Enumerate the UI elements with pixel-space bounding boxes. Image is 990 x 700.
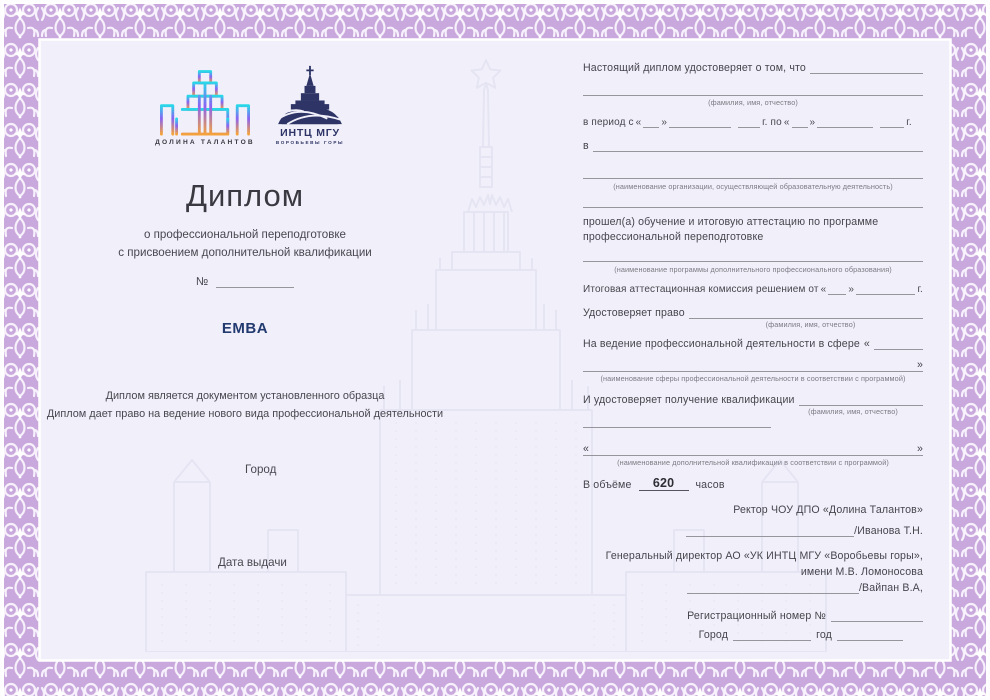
fio-caption: (фамилия, имя, отчество)	[808, 407, 898, 416]
hours-label: часов	[695, 479, 725, 491]
director-title-row	[583, 550, 923, 562]
number-blank-line	[216, 276, 294, 288]
reg-city-label: Город	[698, 629, 729, 641]
blank-line	[810, 62, 923, 74]
diploma-subtitle-1: о профессиональной переподготовке	[143, 228, 346, 241]
quote-close: »	[661, 117, 668, 128]
blank-line	[880, 116, 904, 128]
blank-line	[837, 629, 903, 641]
director-signature-row	[583, 582, 923, 594]
title-block	[40, 178, 450, 423]
passed-line-2: профессиональной переподготовке	[583, 230, 764, 243]
quote-open: «	[820, 284, 827, 295]
rector-title-row	[583, 504, 923, 516]
quote-close: »	[916, 443, 923, 455]
director-title-row-2	[583, 566, 923, 578]
rector-sign-name: /Иванова Т.Н.	[854, 525, 923, 537]
director-title: Генеральный директор АО «УК ИНТЦ МГУ «Воробьевы горы»,	[605, 550, 923, 562]
sphere-caption: (наименование сферы профессиональной деятельности в соответствии с программой)	[600, 374, 906, 383]
commission-label: Итоговая аттестационная комиссия решением от	[583, 284, 819, 295]
blank-line	[738, 116, 760, 128]
blank-line	[689, 307, 923, 319]
note-line-1: Диплом является документом установленного образца	[105, 390, 385, 402]
diploma-number-row	[196, 276, 294, 288]
quote-close: »	[916, 359, 923, 371]
registration-label: Регистрационный номер №	[687, 610, 826, 622]
talent-valley-logo	[146, 64, 264, 146]
commission-row	[583, 283, 923, 295]
blank-line	[669, 116, 731, 128]
blank-line	[874, 338, 923, 350]
qualification-label: И удостоверяет получение квалификации	[583, 394, 795, 406]
blank-line	[733, 629, 811, 641]
blank-line	[643, 116, 659, 128]
blank-line	[831, 610, 923, 622]
quote-open: «	[863, 338, 870, 350]
intc-mgu-name: ИНТЦ МГУ	[280, 127, 340, 139]
diploma-title: Диплом	[185, 178, 305, 213]
blank-line	[856, 283, 915, 295]
full-name-blank-line	[583, 84, 923, 96]
half-blank-line	[583, 419, 771, 428]
talent-valley-caption: ДОЛИНА ТАЛАНТОВ	[155, 139, 255, 146]
quote-close: »	[809, 117, 816, 128]
reg-year-label: год	[816, 629, 832, 641]
note-line-2: Диплом дает право на ведение нового вида профессиональной деятельности	[46, 408, 444, 420]
rector-title: Ректор ЧОУ ДПО «Долина Талантов»	[733, 504, 923, 516]
organization-row	[583, 140, 923, 152]
certifies-right-row	[583, 307, 923, 319]
fio-caption: (фамилия, имя, отчество)	[765, 320, 856, 329]
sphere-label: На ведение профессиональной деятельности в сфере	[583, 338, 860, 350]
blank-line	[583, 251, 923, 262]
rector-signature-row	[583, 525, 923, 537]
volume-row	[583, 477, 923, 491]
signature-blank-line	[686, 525, 854, 537]
quote-open: «	[783, 117, 790, 128]
organization-caption: (наименование организации, осуществляющей образовательную деятельность)	[613, 182, 893, 191]
quoted-blank-row	[583, 441, 923, 456]
intc-mgu-subtitle: ВОРОБЬЕВЫ ГОРЫ	[275, 140, 345, 145]
blank-line	[799, 394, 923, 406]
registration-row	[583, 610, 923, 622]
quote-close: »	[848, 284, 855, 295]
blank-line	[792, 116, 808, 128]
blank-line	[828, 283, 846, 295]
diploma-notes	[40, 387, 450, 423]
certify-label: Настоящий диплом удостоверяет о том, что	[583, 62, 806, 74]
program-caption: (наименование программы дополнительного профессионального образования)	[614, 265, 892, 274]
quote-open: «	[635, 117, 642, 128]
qualification-caption: (наименование дополнительной квалификации в соответствии с программой)	[617, 458, 889, 467]
passed-line-1: прошел(а) обучение и итоговую аттестацию по программе	[583, 216, 879, 228]
director-title-2: имени М.В. Ломоносова	[800, 566, 923, 578]
form-column	[583, 62, 923, 641]
sphere-blank-row	[583, 358, 923, 372]
program-name: EMBA	[221, 320, 269, 337]
period-from-label: в период с	[583, 117, 634, 128]
intc-mgu-logo	[262, 64, 358, 145]
volume-label: В объёме	[583, 479, 632, 491]
blank-line	[817, 116, 873, 128]
diploma-subtitle-2: с присвоением дополнительной квалификации	[118, 246, 372, 259]
certify-row	[583, 62, 923, 74]
fio-caption: (фамилия, имя, отчество)	[708, 98, 798, 107]
director-sign-name: /Вайпан В.А,	[858, 582, 923, 594]
talent-valley-logo-icon	[146, 64, 264, 136]
sphere-row	[583, 338, 923, 350]
passed-paragraph	[583, 215, 923, 244]
intc-mgu-logo-icon	[265, 64, 355, 126]
quote-open: «	[583, 443, 590, 455]
blank-line	[583, 199, 923, 208]
issue-date-label: Дата выдачи	[218, 556, 287, 569]
certifies-right-label: Удостоверяет право	[583, 307, 685, 319]
blank-line	[583, 167, 923, 179]
year-label: г.	[917, 284, 923, 295]
volume-value: 620	[639, 477, 689, 491]
qualification-row	[583, 394, 923, 406]
year-po-label: г. по	[762, 117, 782, 128]
number-label: №	[195, 276, 209, 288]
city-year-row	[583, 629, 903, 641]
city-label: Город	[245, 463, 277, 476]
in-label: в	[583, 140, 589, 152]
period-row	[583, 116, 923, 128]
signature-blank-line	[687, 582, 859, 594]
year-label: г.	[906, 117, 912, 128]
blank-line	[593, 140, 923, 152]
